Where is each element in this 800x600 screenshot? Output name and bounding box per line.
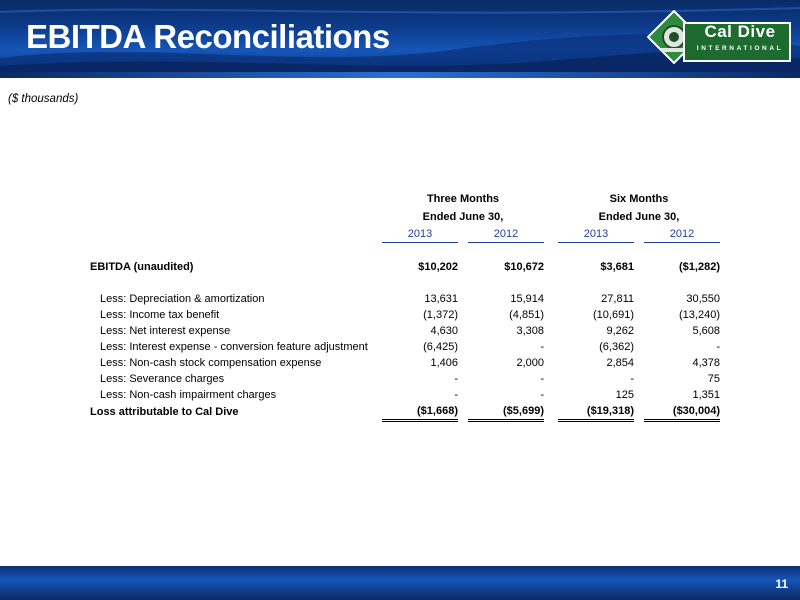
table-row <box>90 339 720 355</box>
total-value: ($30,004) <box>644 403 720 421</box>
row-label: Less: Income tax benefit <box>100 309 220 321</box>
row-label: Less: Interest expense - conversion feature adjustment <box>100 341 368 353</box>
row-label: EBITDA (unaudited) <box>90 261 194 273</box>
total-value: ($19,318) <box>558 403 634 421</box>
total-label: Loss attributable to Cal Dive <box>90 405 239 418</box>
row-value: $3,681 <box>600 261 634 273</box>
row-value: $10,672 <box>504 261 544 273</box>
year-header-row <box>90 226 720 243</box>
total-value: ($5,699) <box>468 403 544 421</box>
group-header-row-2 <box>90 208 720 226</box>
table-row <box>90 323 720 339</box>
ebitda-reconciliation-table <box>90 190 720 422</box>
row-value: 13,631 <box>424 293 458 305</box>
row-value: 125 <box>615 389 634 401</box>
three-months-header: Three Months <box>426 193 500 205</box>
year-header: 2012 <box>644 226 720 243</box>
table-row <box>90 371 720 387</box>
row-value: (6,362) <box>599 341 634 353</box>
ebitda-row <box>90 259 720 275</box>
six-months-header: Six Months <box>609 193 669 205</box>
row-value: - <box>454 373 458 385</box>
row-value: 1,351 <box>692 389 720 401</box>
row-value: (6,425) <box>423 341 458 353</box>
group-header-row-1 <box>90 190 720 208</box>
row-label: Less: Non-cash impairment charges <box>100 389 277 401</box>
page-number: 11 <box>775 577 788 591</box>
row-value: $10,202 <box>418 261 458 273</box>
year-header: 2012 <box>468 226 544 243</box>
table-row <box>90 355 720 371</box>
units-note: ($ thousands) <box>8 93 79 105</box>
three-months-subheader: Ended June 30, <box>422 211 504 223</box>
row-value: 4,378 <box>692 357 720 369</box>
logo-name: Cal Dive <box>704 22 776 41</box>
row-value: 30,550 <box>686 293 720 305</box>
row-value: (4,851) <box>509 309 544 321</box>
table-row <box>90 307 720 323</box>
row-value: (1,372) <box>423 309 458 321</box>
row-value: - <box>540 341 544 353</box>
page-title: EBITDA Reconciliations <box>26 18 390 55</box>
row-value: - <box>716 341 720 353</box>
row-label: Less: Depreciation & amortization <box>100 293 265 305</box>
row-value: 2,000 <box>516 357 544 369</box>
row-value: ($1,282) <box>679 261 720 273</box>
header-band <box>0 72 800 78</box>
year-header: 2013 <box>558 226 634 243</box>
row-value: - <box>540 389 544 401</box>
row-value: 1,406 <box>430 357 458 369</box>
year-header: 2013 <box>382 226 458 243</box>
logo-subtitle: INTERNATIONAL <box>696 45 784 52</box>
row-label: Less: Net interest expense <box>100 325 231 337</box>
row-value: 9,262 <box>606 325 634 337</box>
row-value: 4,630 <box>430 325 458 337</box>
six-months-subheader: Ended June 30, <box>598 211 680 223</box>
row-value: 3,308 <box>516 325 544 337</box>
table-row <box>90 387 720 403</box>
row-value: - <box>630 373 634 385</box>
row-value: 15,914 <box>510 293 544 305</box>
footer-banner <box>0 566 800 600</box>
row-value: 27,811 <box>601 293 634 305</box>
company-logo <box>643 6 793 70</box>
row-label: Less: Non-cash stock compensation expense <box>100 357 322 369</box>
row-value: (13,240) <box>679 309 720 321</box>
row-value: 75 <box>707 373 720 385</box>
row-value: - <box>540 373 544 385</box>
table-row <box>90 291 720 307</box>
row-value: 5,608 <box>692 325 720 337</box>
row-value: 2,854 <box>606 357 634 369</box>
row-label: Less: Severance charges <box>100 373 225 385</box>
header-banner <box>0 0 800 78</box>
total-row <box>90 403 720 421</box>
row-value: (10,691) <box>593 309 634 321</box>
row-value: - <box>454 389 458 401</box>
total-value: ($1,668) <box>382 403 458 421</box>
